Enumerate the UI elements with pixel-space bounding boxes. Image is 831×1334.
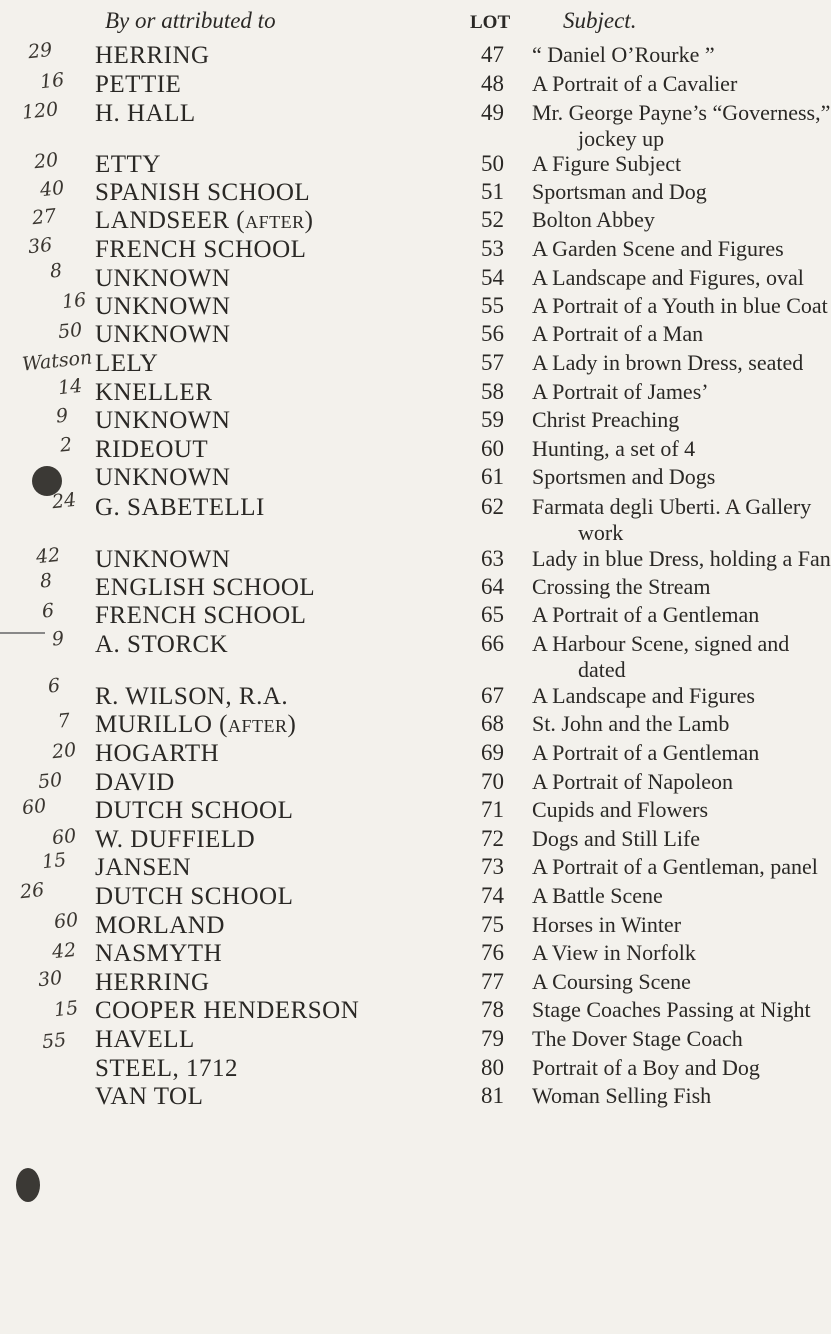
lot-number: 48 — [481, 71, 504, 96]
lot-subject: St. John and the Lamb — [532, 711, 730, 736]
price-annotation: 20 — [32, 148, 60, 174]
lot-subject: Dogs and Still Life — [532, 826, 701, 851]
lot-subject: Hunting, a set of 4 — [532, 436, 696, 461]
lot-row — [0, 826, 800, 854]
artist-name: HOGARTH — [95, 740, 220, 767]
lot-subject: A Portrait of Napoleon — [532, 769, 734, 794]
lot-row — [0, 966, 800, 997]
artist-name: H. HALL — [95, 100, 196, 127]
lot-row — [0, 293, 828, 321]
lot-subject: A Harbour Scene, signed and — [532, 631, 790, 656]
lot-subject: Stage Coaches Passing at Night — [532, 997, 811, 1022]
artist-name: LELY — [95, 350, 159, 377]
lot-number: 77 — [481, 969, 504, 994]
lot-number: 61 — [481, 464, 504, 489]
lot-row — [0, 602, 800, 630]
lot-row — [0, 1055, 800, 1083]
lot-subject: A Portrait of a Man — [532, 321, 704, 346]
lot-subject: A Landscape and Figures, oval — [532, 265, 804, 290]
lot-subject: A Portrait of James’ — [532, 379, 709, 404]
price-annotation: Watson — [21, 346, 94, 376]
artist-name: A. STORCK — [95, 631, 229, 658]
lot-number: 51 — [481, 179, 504, 204]
price-annotation: 15 — [40, 848, 68, 874]
lot-number: 72 — [481, 826, 504, 851]
lot-number: 47 — [481, 42, 504, 67]
lot-subject: Cupids and Flowers — [532, 797, 708, 822]
lot-subject-continued: dated — [578, 657, 626, 682]
lot-number: 55 — [481, 293, 504, 318]
artist-name: UNKNOWN — [95, 293, 231, 320]
price-annotation: 8 — [48, 259, 64, 283]
price-annotation: 2 — [58, 433, 74, 457]
price-annotation: 60 — [20, 794, 48, 820]
price-annotation: 60 — [52, 908, 80, 934]
lot-row — [0, 68, 800, 99]
lot-row — [0, 407, 800, 435]
lot-number: 56 — [481, 321, 504, 346]
header-subject: Subject. — [563, 8, 637, 33]
lot-subject-continued: jockey up — [578, 126, 665, 151]
artist-name: FRENCH SCHOOL — [95, 236, 307, 263]
lot-row — [0, 233, 800, 264]
lot-subject: A Portrait of a Gentleman, panel — [532, 854, 818, 879]
lot-subject: A Lady in brown Dress, seated — [532, 350, 804, 375]
price-annotation: 40 — [38, 176, 66, 202]
lot-number: 71 — [481, 797, 504, 822]
artist-name: G. SABETELLI — [95, 494, 265, 521]
lot-row — [0, 204, 800, 235]
lot-row — [0, 1026, 800, 1054]
artist-name: UNKNOWN — [95, 464, 231, 491]
lot-number: 63 — [481, 546, 504, 571]
artist-name: RIDEOUT — [95, 436, 209, 463]
lot-number: 68 — [481, 711, 504, 736]
artist-name: DAVID — [95, 769, 175, 796]
artist-name: ENGLISH SCHOOL — [95, 574, 316, 601]
lot-subject: A Landscape and Figures — [532, 683, 755, 708]
lot-number: 49 — [481, 100, 504, 125]
artist-name: FRENCH SCHOOL — [95, 602, 307, 629]
lot-number: 50 — [481, 151, 504, 176]
artist-name: MURILLO (after) — [95, 711, 297, 738]
lot-subject: A Battle Scene — [532, 883, 663, 908]
lot-row — [0, 379, 800, 407]
lot-number: 69 — [481, 740, 504, 765]
lot-row — [0, 148, 800, 179]
lot-number: 58 — [481, 379, 504, 404]
lot-number: 80 — [481, 1055, 504, 1080]
lot-subject: A View in Norfolk — [532, 940, 696, 965]
lot-row — [0, 711, 800, 739]
price-annotation: 9 — [50, 627, 66, 651]
artist-name: DUTCH SCHOOL — [95, 883, 294, 910]
lot-number: 79 — [481, 1026, 504, 1051]
artist-name: KNELLER — [95, 379, 213, 406]
price-annotation: 120 — [20, 98, 60, 124]
price-annotation: 14 — [56, 374, 84, 400]
artist-name: ETTY — [95, 151, 161, 178]
lot-row — [0, 997, 811, 1025]
artist-name: W. DUFFIELD — [95, 826, 256, 853]
lot-row — [0, 494, 812, 545]
artist-name: HERRING — [95, 969, 210, 996]
artist-name: COOPER HENDERSON — [95, 997, 360, 1024]
price-annotation: 42 — [34, 543, 62, 569]
price-annotation: 36 — [26, 233, 54, 259]
lot-subject: A Portrait of a Gentleman — [532, 602, 760, 627]
lot-subject: Sportsmen and Dogs — [532, 464, 716, 489]
price-annotation: 60 — [50, 824, 78, 850]
lot-subject-continued: work — [578, 520, 624, 545]
lot-row — [0, 854, 818, 882]
lot-number: 57 — [481, 350, 504, 375]
lot-subject: Horses in Winter — [532, 912, 682, 937]
price-annotation: 42 — [50, 938, 78, 964]
lot-subject: Crossing the Stream — [532, 574, 711, 599]
artist-name: HAVELL — [95, 1026, 195, 1053]
artist-name: PETTIE — [95, 71, 182, 98]
margin-rule — [0, 632, 45, 634]
lot-row — [0, 769, 800, 797]
lot-row — [0, 740, 800, 768]
lot-row — [0, 464, 800, 492]
lot-subject: “ Daniel O’Rourke ” — [532, 42, 715, 67]
lot-number: 76 — [481, 940, 504, 965]
lot-number: 74 — [481, 883, 504, 908]
lot-number: 81 — [481, 1083, 504, 1108]
artist-name: VAN TOL — [95, 1083, 204, 1110]
price-annotation: 15 — [52, 996, 80, 1022]
price-annotation: 27 — [30, 204, 58, 230]
lot-row — [0, 683, 800, 711]
lot-row — [0, 1083, 800, 1111]
price-annotation: 50 — [56, 318, 84, 344]
lot-subject: Christ Preaching — [532, 407, 680, 432]
artist-name: LANDSEER (after) — [95, 207, 314, 234]
price-annotation: 30 — [36, 966, 64, 992]
price-annotation: 24 — [50, 488, 78, 514]
lot-number: 65 — [481, 602, 504, 627]
price-annotation: 29 — [26, 38, 54, 64]
price-annotation: 26 — [18, 878, 46, 904]
lot-row — [0, 100, 831, 151]
lot-number: 53 — [481, 236, 504, 261]
lot-subject: Woman Selling Fish — [532, 1083, 712, 1108]
artist-name: SPANISH SCHOOL — [95, 179, 311, 206]
artist-name: DUTCH SCHOOL — [95, 797, 294, 824]
lot-subject: A Coursing Scene — [532, 969, 691, 994]
header-attributed: By or attributed to — [105, 8, 276, 33]
price-annotation: 16 — [38, 68, 66, 94]
lot-number: 67 — [481, 683, 504, 708]
price-annotation: 6 — [40, 599, 56, 623]
lot-row — [0, 42, 800, 70]
artist-name: NASMYTH — [95, 940, 223, 967]
ink-blot — [16, 1168, 40, 1202]
lot-subject: Lady in blue Dress, holding a Fan — [532, 546, 831, 571]
lot-number: 66 — [481, 631, 504, 656]
artist-name: JANSEN — [95, 854, 192, 881]
artist-name: UNKNOWN — [95, 265, 231, 292]
lot-number: 64 — [481, 574, 504, 599]
lot-subject: Farmata degli Uberti. A Gallery — [532, 494, 812, 519]
lot-row — [0, 794, 800, 825]
artist-name: HERRING — [95, 42, 210, 69]
artist-name: R. WILSON, R.A. — [95, 683, 289, 710]
artist-name: UNKNOWN — [95, 321, 231, 348]
lot-row — [0, 912, 800, 940]
lot-subject: Sportsman and Dog — [532, 179, 707, 204]
artist-name: UNKNOWN — [95, 407, 231, 434]
lot-row — [0, 543, 831, 574]
lot-row — [0, 265, 804, 293]
lot-subject: A Portrait of a Youth in blue Coat — [532, 293, 828, 318]
lot-subject: A Portrait of a Cavalier — [532, 71, 738, 96]
price-annotation: 55 — [40, 1028, 68, 1054]
lot-number: 59 — [481, 407, 504, 432]
lot-subject: A Portrait of a Gentleman — [532, 740, 760, 765]
lot-subject: Portrait of a Boy and Dog — [532, 1055, 760, 1080]
lot-number: 78 — [481, 997, 504, 1022]
lot-row — [0, 436, 800, 464]
price-annotation: 8 — [38, 569, 54, 593]
lot-subject: The Dover Stage Coach — [532, 1026, 743, 1051]
lot-row — [0, 176, 800, 207]
artist-name: STEEL, 1712 — [95, 1055, 238, 1082]
lot-number: 52 — [481, 207, 504, 232]
price-annotation: 6 — [46, 674, 62, 698]
lot-number: 62 — [481, 494, 504, 519]
lot-row — [0, 318, 800, 349]
price-annotation: 50 — [36, 768, 64, 794]
lot-row — [0, 940, 800, 968]
lot-number: 75 — [481, 912, 504, 937]
price-annotation: 7 — [56, 709, 72, 733]
lot-number: 70 — [481, 769, 504, 794]
lot-number: 73 — [481, 854, 504, 879]
lot-number: 54 — [481, 265, 504, 290]
lot-subject: Bolton Abbey — [532, 207, 655, 232]
lot-subject: A Figure Subject — [532, 151, 682, 176]
lot-subject: Mr. George Payne’s “Governess,” — [532, 100, 831, 125]
header-lot: LOT — [470, 12, 511, 33]
artist-name: MORLAND — [95, 912, 225, 939]
lot-row — [0, 631, 800, 682]
price-annotation: 20 — [50, 738, 78, 764]
lot-subject: A Garden Scene and Figures — [532, 236, 784, 261]
lot-row — [0, 883, 800, 911]
lot-row — [0, 574, 800, 602]
artist-name: UNKNOWN — [95, 546, 231, 573]
lot-number: 60 — [481, 436, 504, 461]
price-annotation: 9 — [54, 404, 70, 428]
price-annotation: 16 — [60, 288, 88, 314]
lot-row — [0, 350, 804, 378]
